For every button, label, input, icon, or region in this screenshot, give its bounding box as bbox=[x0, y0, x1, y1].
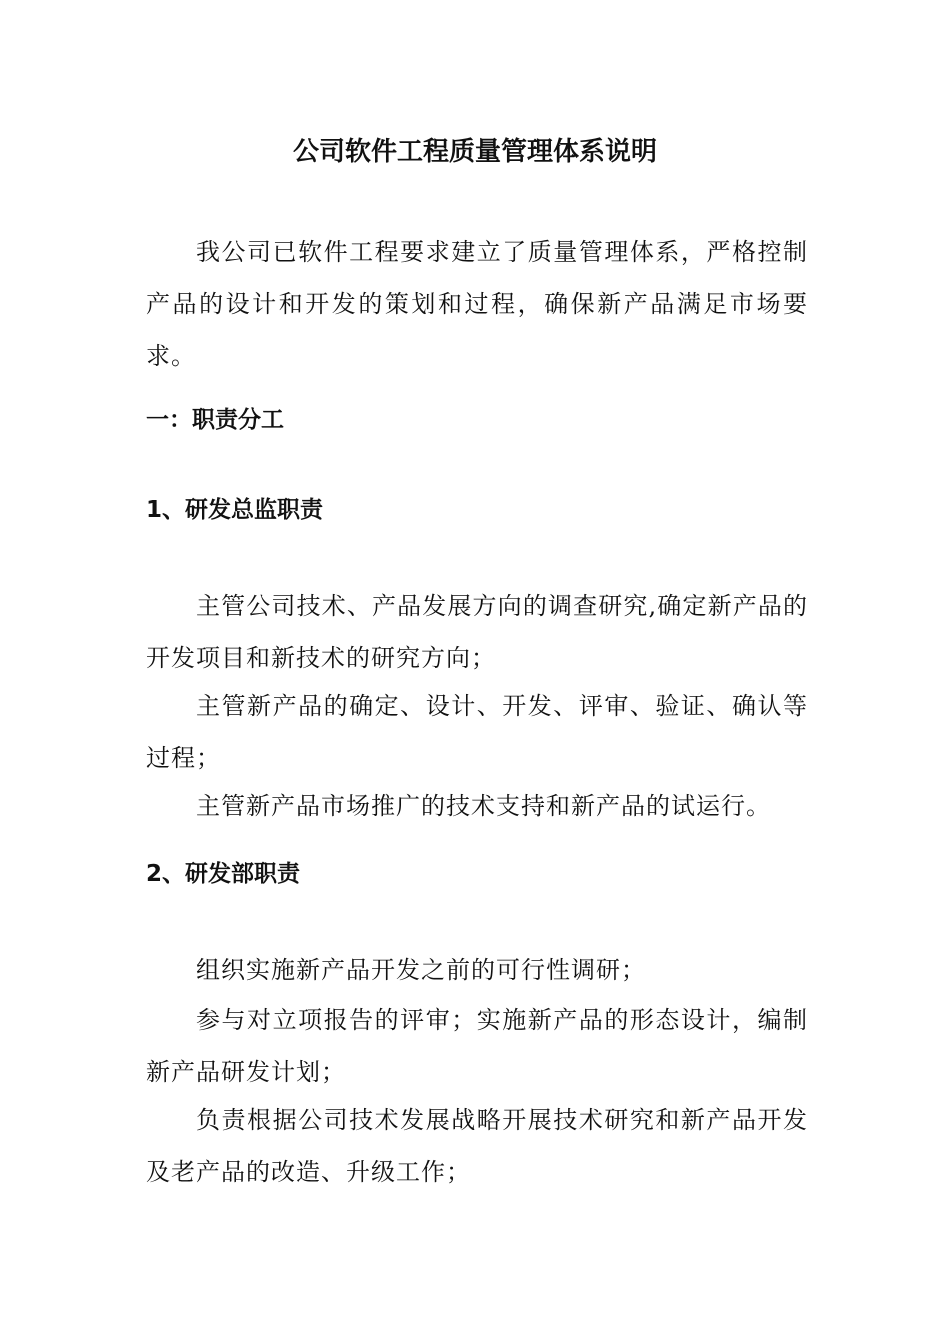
rd-department-duty-3: 负责根据公司技术发展战略开展技术研究和新产品开发及老产品的改造、升级工作； bbox=[146, 1106, 808, 1186]
subheading-rd-director: 1、研发总监职责 bbox=[146, 497, 324, 523]
document-title: 公司软件工程质量管理体系说明 bbox=[292, 137, 657, 167]
subheading-rd-department: 2、研发部职责 bbox=[146, 861, 301, 887]
rd-director-duty-1: 主管公司技术、产品发展方向的调查研究,确定新产品的开发项目和新技术的研究方向； bbox=[146, 592, 808, 672]
rd-director-duty-3: 主管新产品市场推广的技术支持和新产品的试运行。 bbox=[196, 792, 771, 820]
rd-department-duty-1: 组织实施新产品开发之前的可行性调研； bbox=[196, 956, 646, 984]
intro-paragraph: 我公司已软件工程要求建立了质量管理体系，严格控制产品的设计和开发的策划和过程，确保新产品满足市场要求。 bbox=[146, 238, 808, 370]
rd-department-duty-2: 参与对立项报告的评审；实施新产品的形态设计，编制新产品研发计划； bbox=[146, 1006, 808, 1086]
section-heading-duties: 一：职责分工 bbox=[146, 407, 284, 433]
rd-director-duty-2: 主管新产品的确定、设计、开发、评审、验证、确认等过程； bbox=[146, 692, 808, 772]
